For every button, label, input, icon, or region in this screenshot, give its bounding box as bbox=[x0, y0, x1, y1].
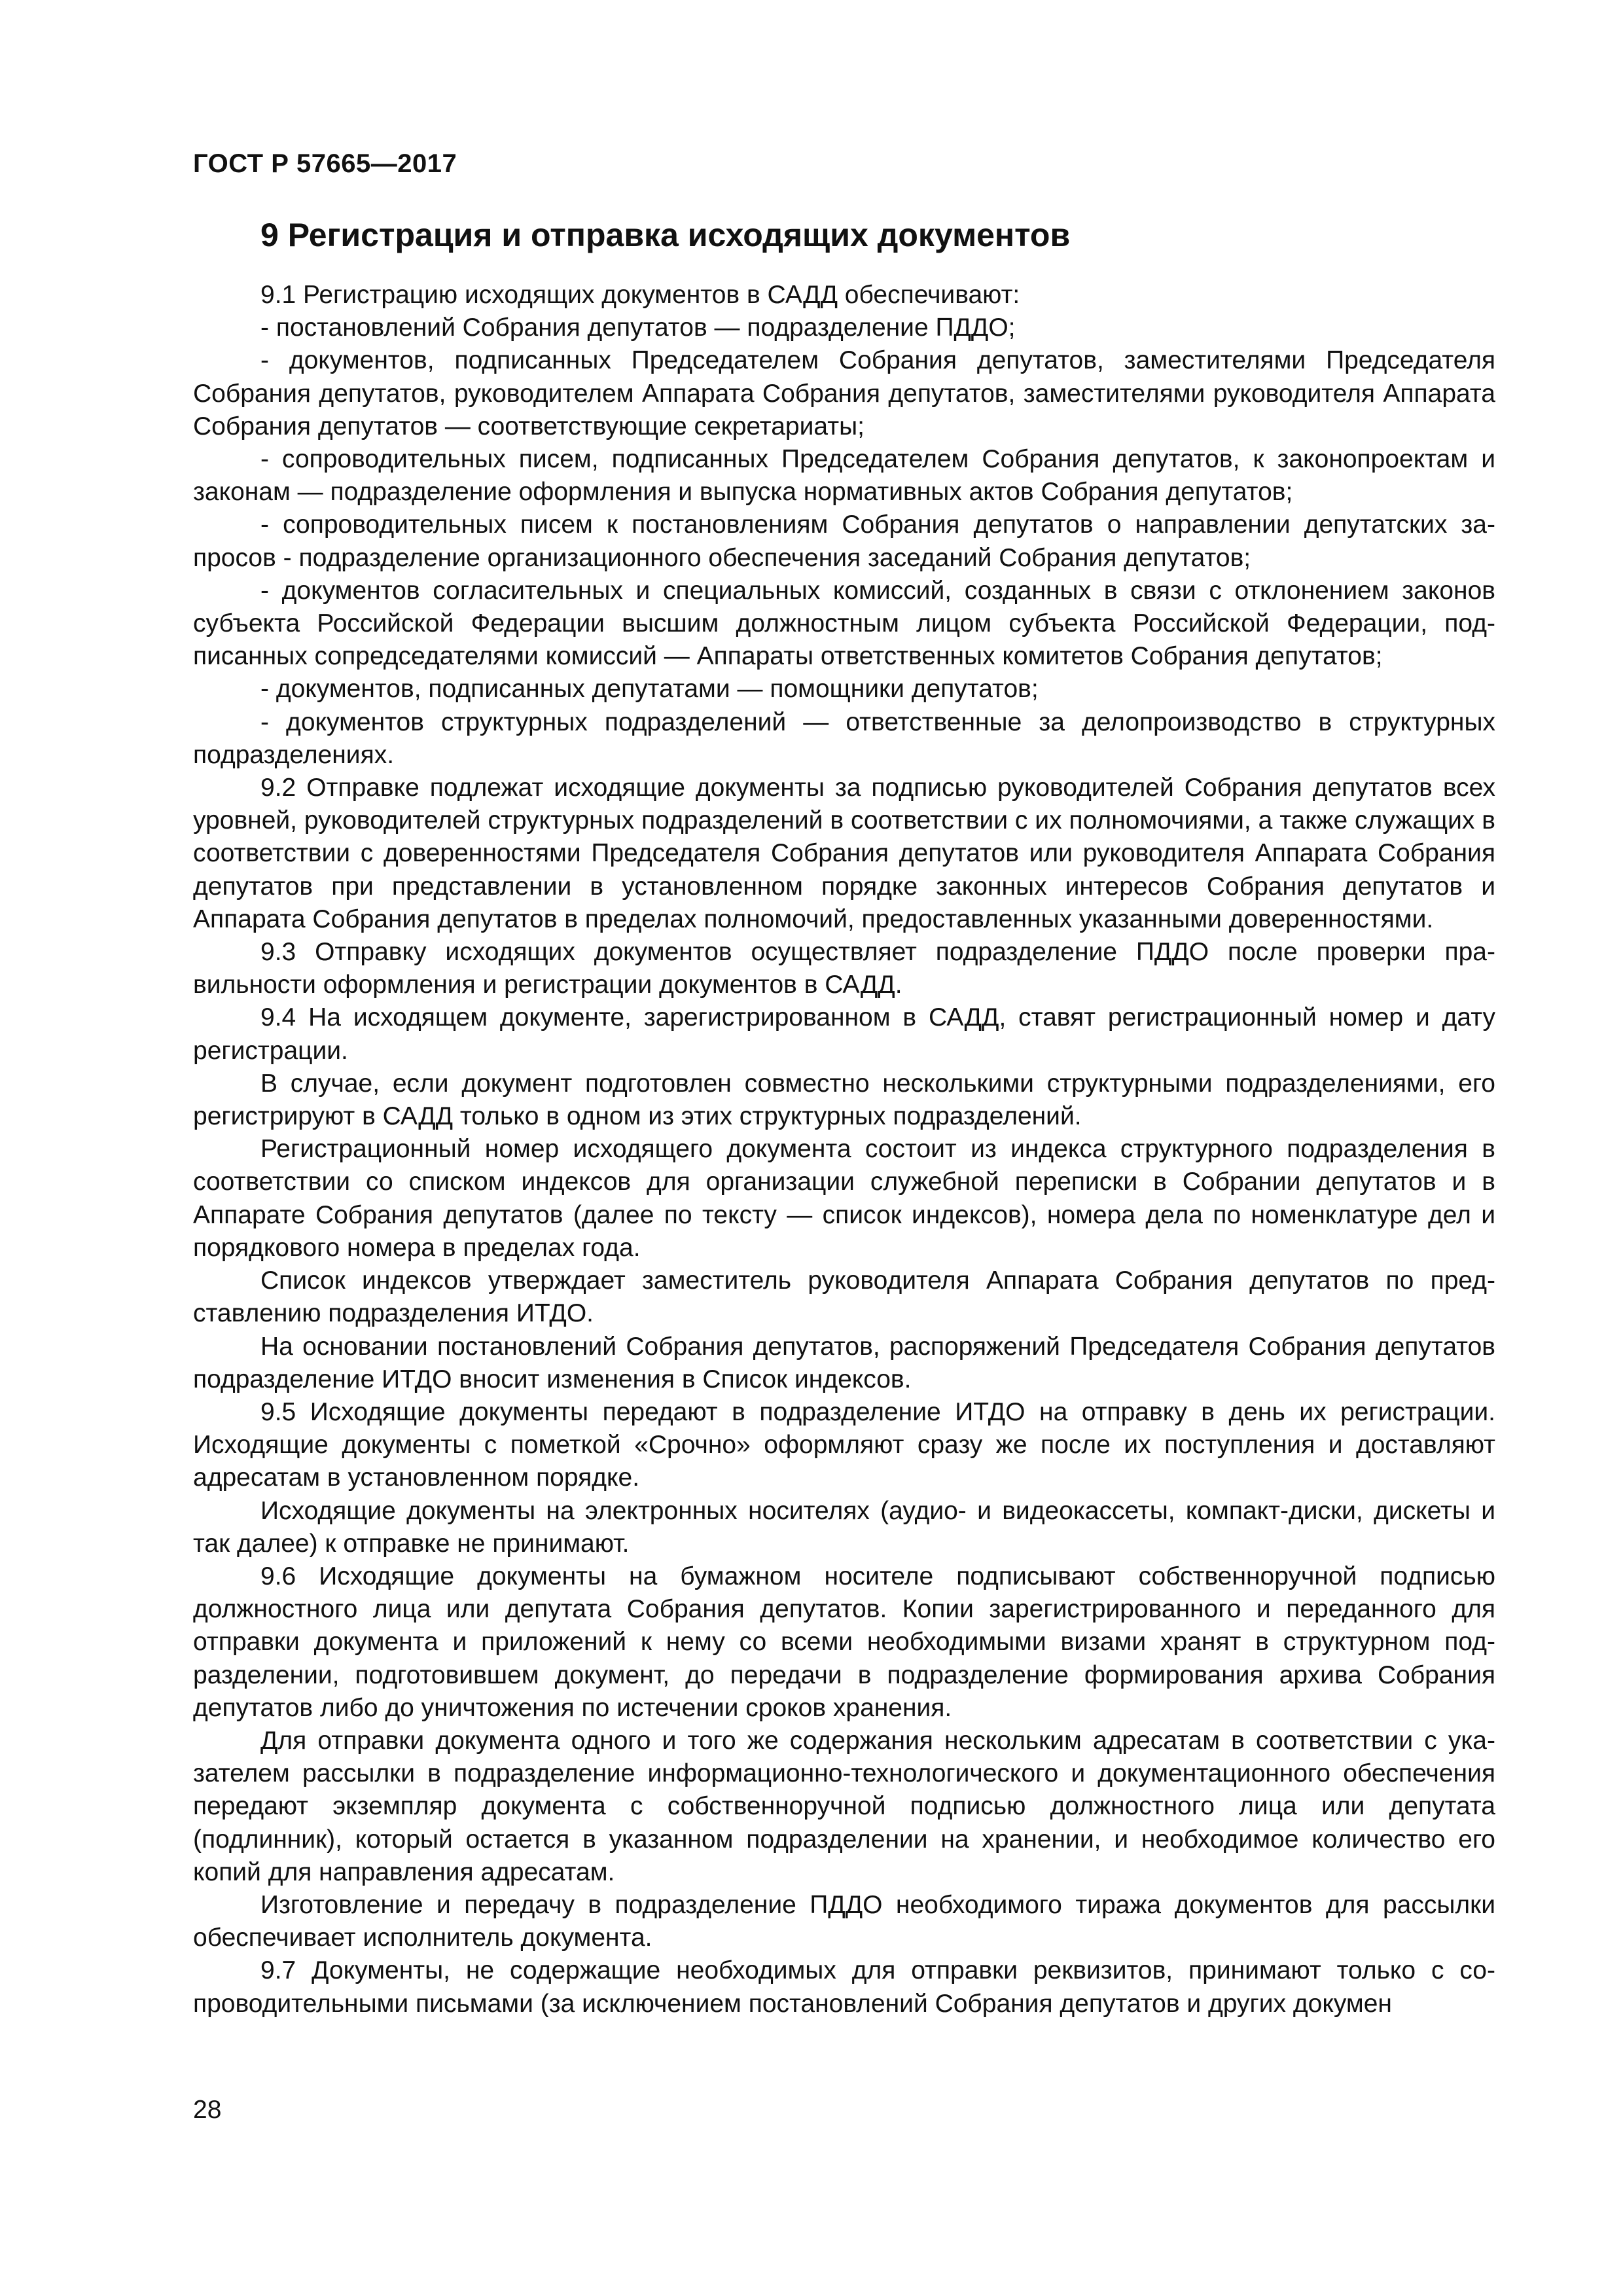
paragraph: 9.5 Исходящие документы передают в подразделение ИТДО на отправку в день их регистрации. Исходящие документы с пометкой «Срочно» оформляют сразу же после их поступления и доставляют адресатам в установленном порядке. bbox=[193, 1397, 1495, 1492]
standard-code-header: ГОСТ Р 57665—2017 bbox=[193, 149, 457, 178]
paragraph: 9.6 Исходящие документы на бумажном носителе подписывают собственноручной подписью должностного лица или депутата Собрания депутатов. Копии зарегистрированного и переданного для отправки документа и приложений к нему со всеми необходимыми визами хранят в структурном подразделении, подготовившем документ, до передачи в подразделение формирования архива Собрания депутатов либо до уничтожения по истечении сроков хранения. bbox=[193, 1562, 1495, 1722]
paragraph: Изготовление и передачу в подразделение ПДДО необходимого тиража документов для рассылки обеспечивает исполнитель документа. bbox=[193, 1890, 1495, 1952]
section-title: 9 Регистрация и отправка исходящих документов bbox=[260, 217, 1071, 253]
section-body bbox=[193, 279, 1495, 2020]
paragraph: - документов, подписанных Председателем Собрания депутатов, заместителями Председателя Собрания депутатов, руководителем Аппарата Собрания депутатов, заместителями руководителя Аппарата Собрания депутатов — соответствующие секретариаты; bbox=[193, 346, 1495, 440]
paragraph: - сопроводительных писем к постановлениям Собрания депутатов о направлении депутатских запросов - подразделение организационного обеспечения заседаний Собрания депутатов; bbox=[193, 511, 1495, 572]
page-number: 28 bbox=[193, 2096, 222, 2124]
paragraph: В случае, если документ подготовлен совместно несколькими структурными подразделениями, его регистрируют в САДД только в одном из этих структурных подразделений. bbox=[193, 1069, 1495, 1131]
paragraph: - постановлений Собрания депутатов — подразделение ПДДО; bbox=[260, 314, 1016, 342]
paragraph: - документов, подписанных депутатами — помощники депутатов; bbox=[260, 675, 1039, 704]
paragraph: 9.4 На исходящем документе, зарегистрированном в САДД, ставят регистрационный номер и дату регистрации. bbox=[193, 1003, 1495, 1065]
paragraph: На основании постановлений Собрания депутатов, распоряжений Председателя Собрания депутатов подразделение ИТДО вносит изменения в Список индексов. bbox=[193, 1332, 1495, 1393]
paragraph: 9.3 Отправку исходящих документов осуществляет подразделение ПДДО после проверки правильности оформления и регистрации документов в САДД. bbox=[193, 938, 1495, 999]
paragraph: Для отправки документа одного и того же содержания нескольким адресатам в соответствии с указателем рассылки в подразделение информационно-технологического и документационного обеспечения передают экземпляр документа с собственноручной подписью должностного лица или депутата (подлинник), который остается в указанном подразделении на хранении, и необходимое количество его копий для направления адресатам. bbox=[193, 1726, 1495, 1886]
paragraph: 9.2 Отправке подлежат исходящие документы за подписью руководителей Собрания депутатов всех уровней, руководителей структурных подразделений в соответствии с их полномочиями, а также служащих в соответствии с доверенностями Председателя Собрания депутатов или руководителя Аппарата Собрания депутатов при представлении в установленном порядке законных интересов Собрания депутатов и Аппарата Собрания депутатов в пределах полномочий, предоставленных указанными доверенностями. bbox=[193, 774, 1495, 933]
paragraph: Список индексов утверждает заместитель руководителя Аппарата Собрания депутатов по представлению подразделения ИТДО. bbox=[193, 1266, 1495, 1328]
paragraph: - документов согласительных и специальных комиссий, созданных в связи с отклонением законов субъекта Российской Федерации высшим должностным лицом субъекта Российской Федерации, подписанных сопредседателями комиссий — Аппараты ответственных комитетов Собрания депутатов; bbox=[193, 576, 1495, 671]
paragraph: - сопроводительных писем, подписанных Председателем Собрания депутатов, к законопроектам и законам — подразделение оформления и выпуска нормативных актов Собрания депутатов; bbox=[193, 445, 1495, 507]
paragraph: 9.1 Регистрацию исходящих документов в САДД обеспечивают: bbox=[260, 281, 1020, 309]
paragraph: Регистрационный номер исходящего документа состоит из индекса структурного подразделения в соответствии со списком индексов для организации служебной переписки в Собрании депутатов и в Аппарате Собрания депутатов (далее по тексту — список индексов), номера дела по номенклатуре дел и порядкового номера в пределах года. bbox=[193, 1135, 1495, 1262]
paragraph: - документов структурных подразделений — ответственные за делопроизводство в структурных подразделениях. bbox=[193, 708, 1495, 769]
paragraph: 9.7 Документы, не содержащие необходимых для отправки реквизитов, принимают только с сопроводительными письмами (за исключением постановлений Собрания депутатов и других докумен bbox=[193, 1956, 1495, 2018]
paragraph: Исходящие документы на электронных носителях (аудио- и видеокассеты, компакт-диски, дискеты и так далее) к отправке не принимают. bbox=[193, 1496, 1495, 1558]
